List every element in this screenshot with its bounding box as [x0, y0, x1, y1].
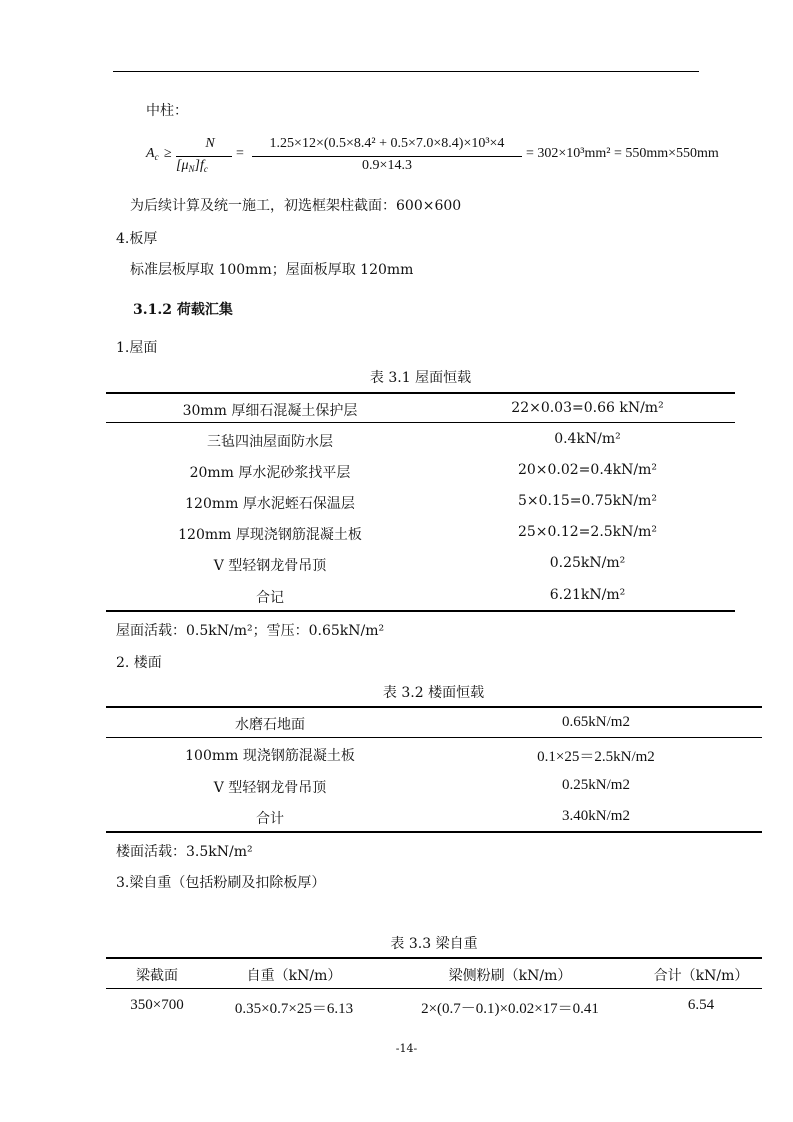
table31-item: 三毡四油屋面防水层	[207, 434, 333, 450]
table31-item: 30mm 厚细石混凝土保护层	[182, 403, 358, 419]
table31-value: 22×0.03=0.66 kN/m²	[511, 400, 664, 416]
frac2-bar	[252, 156, 522, 157]
slab-text: 标准层板厚取 100mm；屋面板厚取 120mm	[130, 262, 414, 278]
table32-value: 0.65kN/m2	[562, 714, 630, 730]
table31-item: V 型轻钢龙骨吊顶	[213, 558, 327, 574]
formula	[146, 136, 766, 178]
formula-lhs: $A_c$	[146, 146, 159, 162]
floor-heading: 2. 楼面	[116, 655, 162, 671]
table31-top-rule	[106, 392, 735, 394]
table33-header: 梁侧粉刷（kN/m）	[448, 968, 572, 984]
table33-cell: 6.54	[687, 997, 715, 1013]
header-rule	[113, 71, 699, 72]
middle-column-label: 中柱：	[146, 103, 188, 119]
table32-value: 3.40kN/m2	[562, 808, 630, 824]
section-choice-text: 为后续计算及统一施工，初选框架柱截面：600×600	[130, 198, 462, 214]
slab-heading: 4.板厚	[116, 231, 158, 247]
table33-caption: 表 3.3 梁自重	[390, 936, 478, 952]
table31-item: 120mm 厚水泥蛭石保温层	[185, 496, 355, 512]
table31-value: 0.25kN/m²	[549, 555, 626, 571]
table32-item: V 型轻钢龙骨吊顶	[213, 780, 327, 796]
table31-value: 0.4kN/m²	[554, 431, 621, 447]
table32-bottom-rule	[106, 831, 762, 833]
floor-live-load: 楼面活载：3.5kN/m²	[116, 844, 253, 860]
table32-item: 水磨石地面	[235, 717, 305, 733]
frac1-bar	[176, 156, 232, 157]
table33-cell: 0.35×0.7×25＝6.13	[234, 1001, 354, 1017]
table32-item: 100mm 现浇钢筋混凝土板	[185, 748, 355, 764]
table32-top-rule	[106, 706, 762, 708]
table31-item: 120mm 厚现浇钢筋混凝土板	[178, 527, 362, 543]
formula-geq: ≥	[164, 146, 172, 161]
table31-value: 5×0.15=0.75kN/m²	[517, 493, 658, 509]
table33-header: 梁截面	[136, 968, 178, 984]
formula-rhs: = 302×10³mm² = 550mm×550mm	[526, 146, 719, 161]
frac2-denominator: 0.9×14.3	[362, 158, 412, 173]
table31-value: 6.21kN/m²	[549, 587, 626, 603]
table33-header-rule	[106, 988, 762, 989]
table31-bottom-rule	[106, 610, 735, 612]
page-number: -14-	[395, 1042, 418, 1055]
table31-value: 25×0.12=2.5kN/m²	[517, 524, 658, 540]
table32-caption: 表 3.2 楼面恒载	[382, 685, 485, 701]
table33-cell: 350×700	[130, 997, 184, 1013]
table31-header-rule	[106, 422, 735, 423]
section-heading-312: 3.1.2 荷载汇集	[133, 302, 233, 318]
beam-heading: 3.梁自重（包括粉刷及扣除板厚）	[116, 875, 326, 891]
table33-header: 自重（kN/m）	[246, 968, 342, 984]
roof-live-load: 屋面活载：0.5kN/m²；雪压：0.65kN/m²	[116, 623, 385, 639]
table32-header-rule	[106, 737, 762, 738]
table32-value: 0.25kN/m2	[562, 777, 630, 793]
table33-header: 合计（kN/m）	[653, 968, 749, 984]
table32-item: 合计	[256, 811, 284, 827]
table32-value: 0.1×25＝2.5kN/m2	[537, 749, 655, 765]
roof-heading: 1.屋面	[116, 340, 158, 356]
table31-value: 20×0.02=0.4kN/m²	[517, 462, 658, 478]
table31-caption: 表 3.1 屋面恒载	[369, 370, 472, 386]
table33-cell: 2×(0.7－0.1)×0.02×17＝0.41	[421, 1001, 599, 1017]
table31-item: 合记	[256, 590, 284, 606]
frac1-denominator: $[\mu_N]f_c$	[176, 158, 208, 174]
frac2-numerator: 1.25×12×(0.5×8.4² + 0.5×7.0×8.4)×10³×4	[269, 136, 505, 151]
frac1-numerator: N	[205, 136, 215, 151]
table33-top-rule	[106, 957, 762, 959]
formula-eq: =	[236, 146, 244, 161]
table31-item: 20mm 厚水泥砂浆找平层	[189, 465, 351, 481]
